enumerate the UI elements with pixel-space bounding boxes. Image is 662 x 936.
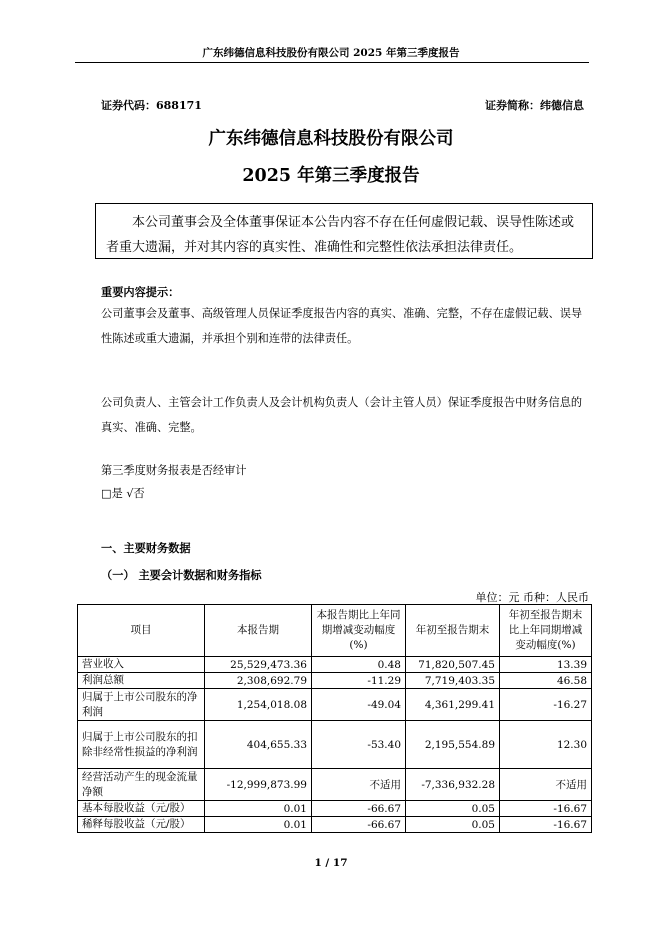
- section-subheading: （一） 主要会计数据和财务指标: [101, 568, 262, 582]
- table-cell: 13.39: [500, 657, 592, 673]
- table-header-cell: 本报告期: [205, 605, 312, 657]
- table-cell: -7,336,932.28: [406, 769, 500, 801]
- table-cell: 0.01: [205, 817, 312, 833]
- important-heading: 重要内容提示：: [101, 285, 180, 299]
- security-abbreviation: 证券简称：纬德信息: [485, 99, 584, 112]
- security-code: 证券代码：688171: [101, 99, 202, 112]
- table-cell: -49.04: [312, 689, 406, 721]
- table-header-cell: 项目: [78, 605, 205, 657]
- table-cell: -16.67: [500, 801, 592, 817]
- table-row: [78, 657, 592, 673]
- table-row: [78, 721, 592, 769]
- table-row: [78, 769, 592, 801]
- table-cell-label: 归属于上市公司股东的净利润: [78, 689, 205, 721]
- table-cell: 7,719,403.35: [406, 673, 500, 689]
- unit-currency-note: 单位：元 币种：人民币: [475, 591, 589, 604]
- table-row: [78, 801, 592, 817]
- table-cell: -53.40: [312, 721, 406, 769]
- table-cell: 0.01: [205, 801, 312, 817]
- table-cell: -16.27: [500, 689, 592, 721]
- table-cell: 71,820,507.45: [406, 657, 500, 673]
- table-cell: 2,308,692.79: [205, 673, 312, 689]
- table-header-cell: 本报告期比上年同期增减变动幅度(%): [312, 605, 406, 657]
- table-cell: 404,655.33: [205, 721, 312, 769]
- table-cell: -12,999,873.99: [205, 769, 312, 801]
- audit-answer: □是 √否: [101, 487, 145, 500]
- important-para-2: 公司负责人、主管会计工作负责人及会计机构负责人（会计主管人员）保证季度报告中财务信息的真实、准确、完整。: [101, 396, 583, 434]
- table-cell: 0.48: [312, 657, 406, 673]
- table-row: [78, 689, 592, 721]
- report-title: 2025 年第三季度报告: [242, 166, 420, 186]
- table-row: [78, 673, 592, 689]
- important-para-1: 公司董事会及董事、高级管理人员保证季度报告内容的真实、准确、完整，不存在虚假记载、误导性陈述或重大遗漏，并承担个别和连带的法律责任。: [101, 307, 583, 345]
- table-cell-label: 营业收入: [78, 657, 205, 673]
- table-header-cell: 年初至报告期末比上年同期增减变动幅度(%): [500, 605, 592, 657]
- table-cell: -66.67: [312, 801, 406, 817]
- table-cell: 1,254,018.08: [205, 689, 312, 721]
- table-header-cell: 年初至报告期末: [406, 605, 500, 657]
- table-cell: 4,361,299.41: [406, 689, 500, 721]
- table-cell: 不适用: [312, 769, 406, 801]
- table-header-row: [78, 605, 592, 657]
- table-cell-label: 稀释每股收益（元/股）: [78, 817, 205, 833]
- table-cell: -66.67: [312, 817, 406, 833]
- table-cell: 不适用: [500, 769, 592, 801]
- table-cell-label: 基本每股收益（元/股）: [78, 801, 205, 817]
- audit-question: 第三季度财务报表是否经审计: [101, 464, 247, 477]
- table-cell: 25,529,473.36: [205, 657, 312, 673]
- board-notice-box: 本公司董事会及全体董事保证本公告内容不存在任何虚假记载、误导性陈述或者重大遗漏，并对其内容的真实性、准确性和完整性依法承担法律责任。: [95, 203, 593, 259]
- table-cell: 0.05: [406, 801, 500, 817]
- financial-data-table: [77, 604, 592, 833]
- table-cell: 46.58: [500, 673, 592, 689]
- section-heading: 一、主要财务数据: [101, 541, 191, 555]
- table-cell: 2,195,554.89: [406, 721, 500, 769]
- company-title: 广东纬德信息科技股份有限公司: [208, 129, 454, 149]
- table-cell-label: 利润总额: [78, 673, 205, 689]
- table-cell: 0.05: [406, 817, 500, 833]
- header-divider: [75, 62, 589, 63]
- table-row: [78, 817, 592, 833]
- table-cell-label: 经营活动产生的现金流量净额: [78, 769, 205, 801]
- page-number: 1 / 17: [314, 857, 348, 869]
- table-cell-label: 归属于上市公司股东的扣除非经常性损益的净利润: [78, 721, 205, 769]
- table-cell: -16.67: [500, 817, 592, 833]
- running-header: 广东纬德信息科技股份有限公司 2025 年第三季度报告: [202, 47, 460, 59]
- table-cell: -11.29: [312, 673, 406, 689]
- table-cell: 12.30: [500, 721, 592, 769]
